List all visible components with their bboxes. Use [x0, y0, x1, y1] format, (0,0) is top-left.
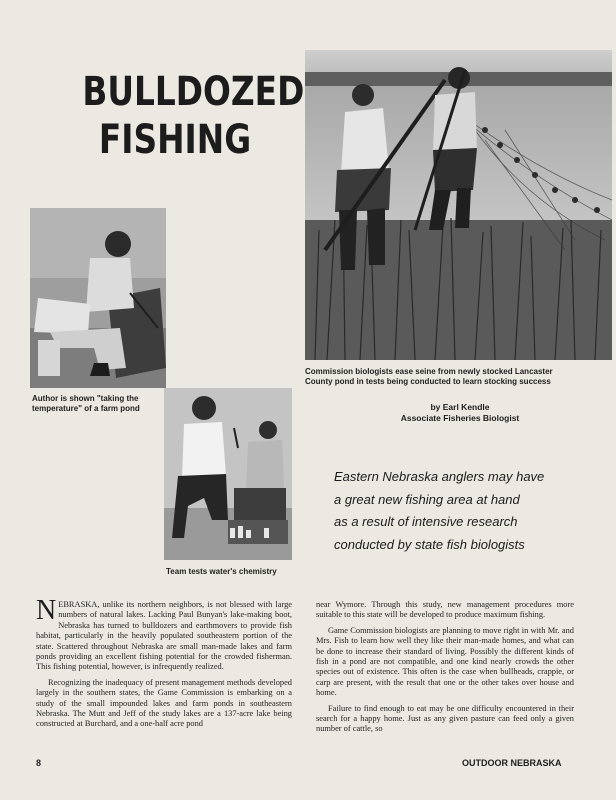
article-title	[82, 68, 305, 164]
seine-caption	[305, 367, 615, 387]
deck-line-3: as a result of intensive research	[334, 514, 518, 529]
deck-line-1: Eastern Nebraska anglers may have	[334, 469, 545, 484]
author-caption-line-2: temperature" of a farm pond	[32, 404, 140, 413]
paragraph-1-text: EBRASKA, unlike its northern neighbors, is not blessed with large numbers of natural lakes. Lacking Paul Bunyan's lake-making boot, Nebraska has turned to bulldozers and earthmovers to provide fish habitat, particularly in the heavily populated southeastern portion of the state. Scattered throughout Nebraska are small man-made lakes and farm ponds providing an excellent fishing potential for the crowded fisherman. This fishing potential, however, is infrequently realized.	[36, 600, 292, 672]
seine-photo	[305, 50, 612, 360]
seine-caption-line-1: Commission biologists ease seine from newly stocked Lancaster	[305, 367, 553, 376]
title-line-1: BULLDOZED	[82, 69, 305, 115]
magazine-name: OUTDOOR NEBRASKA	[462, 758, 562, 768]
author-caption	[32, 394, 182, 414]
team-caption: Team tests water's chemistry	[166, 567, 277, 576]
author-caption-line-1: Author is shown "taking the	[32, 394, 139, 403]
author-photo	[30, 208, 166, 388]
body-column-left	[36, 595, 292, 735]
body-column-right	[316, 600, 574, 740]
paragraph-2: Recognizing the inadequacy of present management methods developed largely in the southern states, the Game Commission is embarking on a study of the small impounded lakes and farm ponds in southeastern Nebraska. The Mutt and Jeff of the study lakes are a 137-acre lake being constructed at Burchard, and a one-half acre pond	[36, 677, 292, 729]
title-line-2: FISHING	[98, 117, 252, 163]
byline-role: Associate Fisheries Biologist	[400, 413, 520, 423]
team-photo	[164, 388, 292, 560]
paragraph-5: Failure to find enough to eat may be one difficulty encountered in their search for a happy home. Just as any given pasture can feed only a given number of cattle, so	[316, 703, 574, 734]
paragraph-4: Game Commission biologists are planning to move right in with Mr. and Mrs. Fish to learn how well they like their man-made homes, and what can be done to increase their standard of living. Possibly the different kinds of fish in a pond are not compatible, and one kind nearly crowds the other species out of existence. This often is the case when bullheads, crappie, or carp are present, with the result that one or the other takes over house and home.	[316, 625, 574, 698]
article-deck	[334, 466, 586, 556]
deck-line-2: a great new fishing area at hand	[334, 491, 520, 507]
drop-cap: N	[36, 595, 57, 626]
deck-line-4: conducted by state fish biologists	[334, 536, 525, 552]
byline	[330, 402, 590, 424]
byline-author: by Earl Kendle	[430, 402, 490, 412]
seine-caption-line-2: County pond in tests being conducted to learn stocking success	[305, 377, 551, 386]
page-number: 8	[36, 758, 42, 768]
paragraph-1	[36, 595, 292, 673]
paragraph-3: near Wymore. Through this study, new management procedures more suitable to this state will be developed to produce maximum fishing.	[316, 600, 574, 620]
